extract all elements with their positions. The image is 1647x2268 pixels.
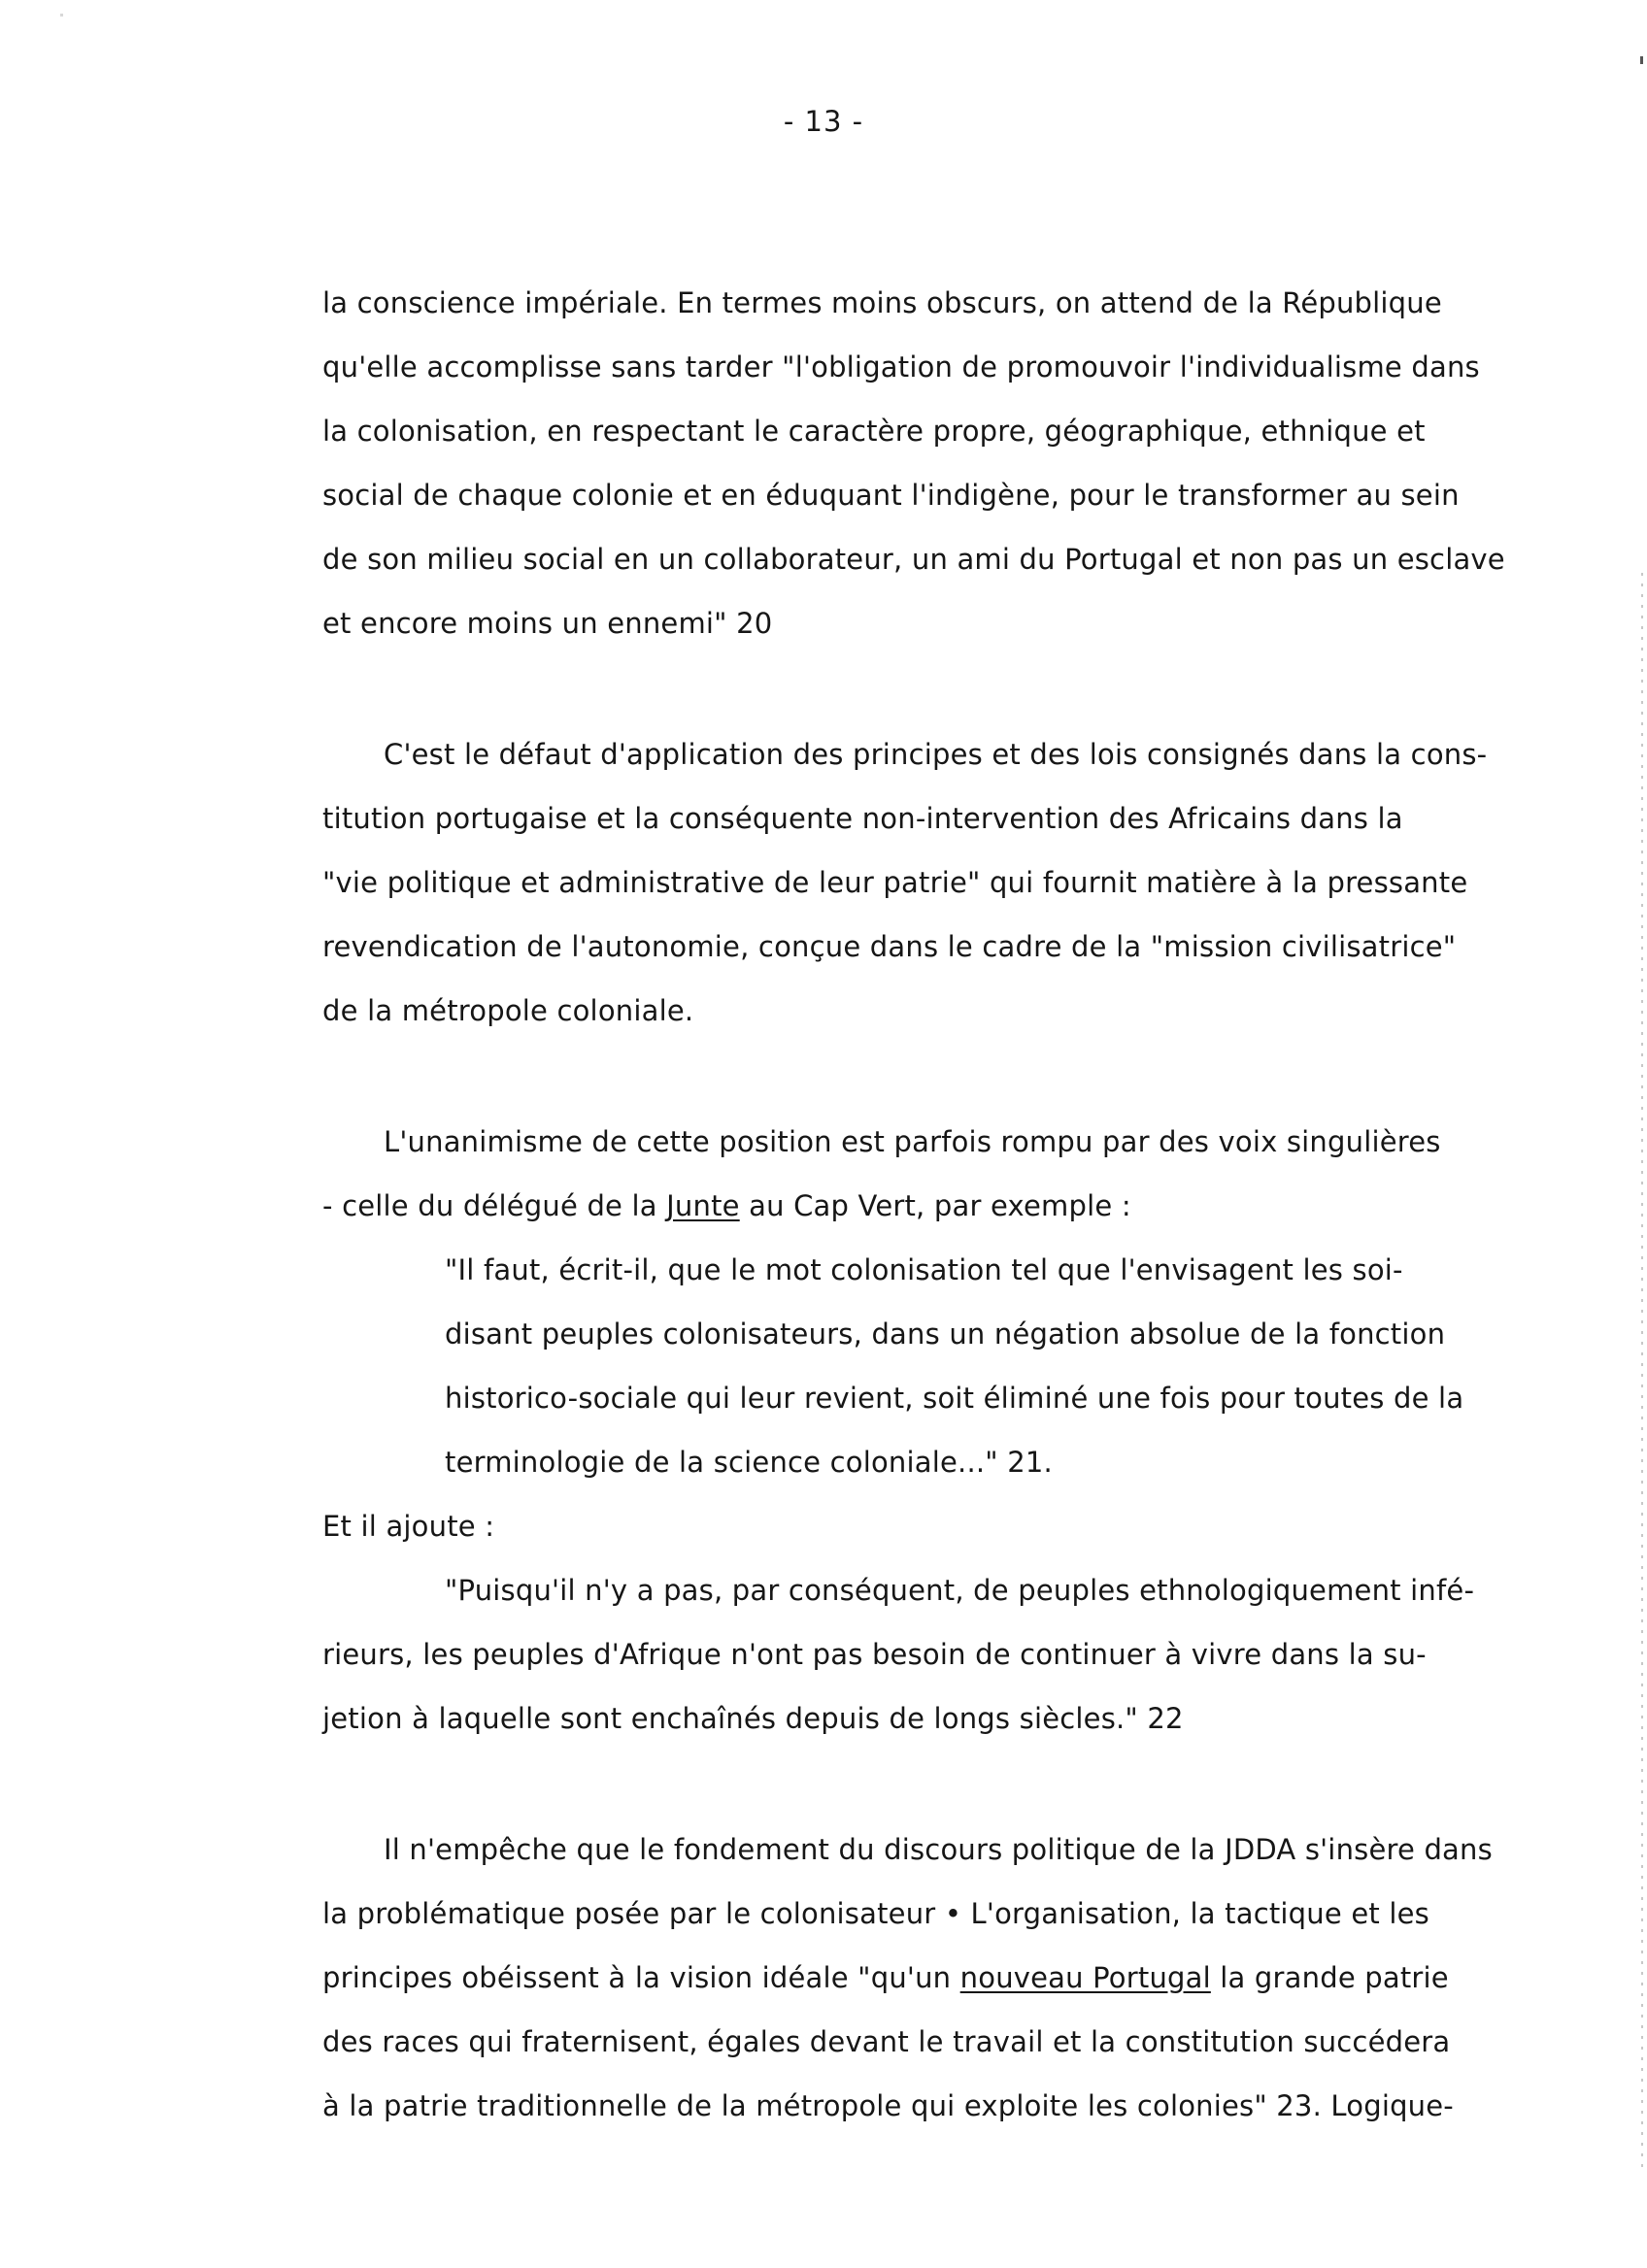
text-line: L'unanimisme de cette position est parfois rompu par des voix singulières xyxy=(384,1125,1441,1158)
text-line: social de chaque colonie et en éduquant l'indigène, pour le transformer au sein xyxy=(322,479,1460,512)
text-line: et encore moins un ennemi" 20 xyxy=(322,607,773,640)
underlined-term: Junte xyxy=(666,1189,740,1222)
quote-line: "Il faut, écrit-il, que le mot colonisation tel que l'envisagent les soi- xyxy=(445,1253,1403,1286)
text-line: titution portugaise et la conséquente non-intervention des Africains dans la xyxy=(322,802,1403,835)
text-line: Il n'empêche que le fondement du discours politique de la JDDA s'insère dans xyxy=(384,1833,1493,1866)
text-line: C'est le défaut d'application des principes et des lois consignés dans la cons- xyxy=(384,738,1488,771)
text-line xyxy=(322,1186,1131,1225)
page-number: - 13 - xyxy=(783,105,864,138)
text-line: de la métropole coloniale. xyxy=(322,994,694,1027)
quote-line: historico-sociale qui leur revient, soit éliminé une fois pour toutes de la xyxy=(445,1382,1464,1415)
scan-edge-marks xyxy=(1641,573,1643,2175)
text-segment: principes obéissent à la vision idéale "qu'un xyxy=(322,1961,960,1994)
quote-line: disant peuples colonisateurs, dans un négation absolue de la fonction xyxy=(445,1317,1446,1351)
quote-line: rieurs, les peuples d'Afrique n'ont pas besoin de continuer à vivre dans la su- xyxy=(322,1638,1427,1671)
text-segment: au Cap Vert, par exemple : xyxy=(739,1189,1131,1222)
quote-line: terminologie de la science coloniale..." 21. xyxy=(445,1446,1053,1479)
text-line: la colonisation, en respectant le caractère propre, géographique, ethnique et xyxy=(322,415,1426,448)
underlined-term: nouveau Portugal xyxy=(959,1961,1211,1994)
text-segment: la grande patrie xyxy=(1210,1961,1449,1994)
text-line xyxy=(322,1958,1449,1997)
text-line: des races qui fraternisent, égales devant le travail et la constitution succédera xyxy=(322,2025,1451,2058)
text-line: "vie politique et administrative de leur patrie" qui fournit matière à la pressante xyxy=(322,866,1468,899)
text-line: la problématique posée par le colonisateur • L'organisation, la tactique et les xyxy=(322,1897,1429,1930)
text-segment: - celle du délégué de la xyxy=(322,1189,667,1222)
text-line: à la patrie traditionnelle de la métropole qui exploite les colonies" 23. Logique- xyxy=(322,2089,1454,2122)
quote-line: "Puisqu'il n'y a pas, par conséquent, de peuples ethnologiquement infé- xyxy=(445,1574,1475,1607)
text-line: Et il ajoute : xyxy=(322,1510,495,1543)
text-line: la conscience impériale. En termes moins obscurs, on attend de la République xyxy=(322,286,1442,319)
text-line: de son milieu social en un collaborateur, un ami du Portugal et non pas un esclave xyxy=(322,543,1505,576)
quote-line: jetion à laquelle sont enchaînés depuis de longs siècles." 22 xyxy=(322,1702,1184,1735)
scan-speck xyxy=(1640,56,1643,64)
text-line: qu'elle accomplisse sans tarder "l'obligation de promouvoir l'individualisme dans xyxy=(322,350,1480,384)
scan-speck xyxy=(60,14,63,17)
text-line: revendication de l'autonomie, conçue dans le cadre de la "mission civilisatrice" xyxy=(322,930,1457,963)
